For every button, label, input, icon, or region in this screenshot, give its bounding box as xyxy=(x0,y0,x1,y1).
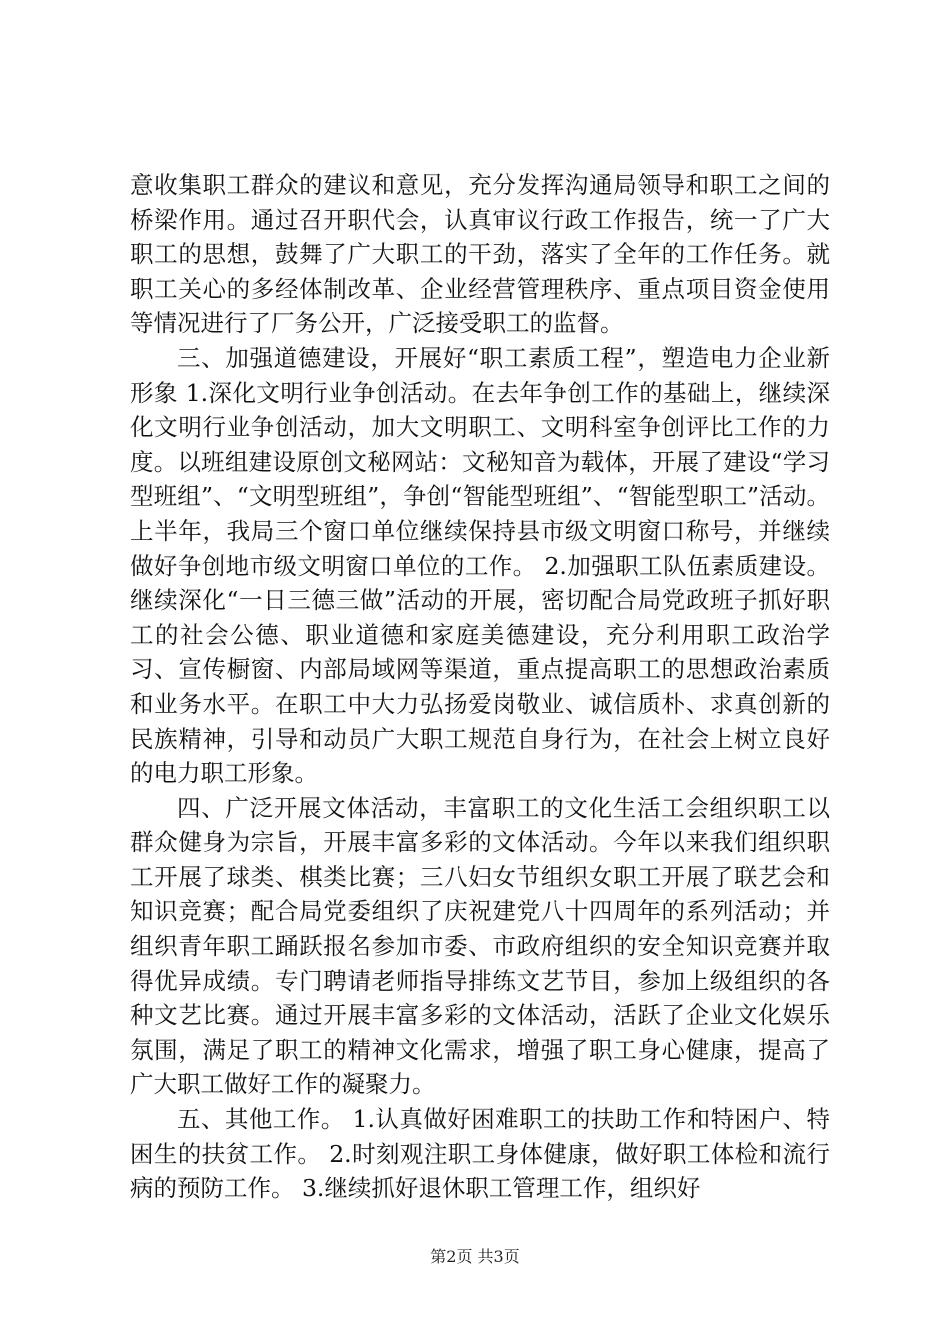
paragraph-section-five: 五、其他工作。 1.认真做好困难职工的扶助工作和特困户、特困生的扶贫工作。 2.时刻观注职工身体健康，做好职工体检和流行病的预防工作。 3.继续抓好退休职工管理工作，组织好 xyxy=(130,1105,830,1203)
paragraph-continuation: 意收集职工群众的建议和意见，充分发挥沟通局领导和职工之间的桥梁作用。通过召开职代会，认真审议行政工作报告，统一了广大职工的思想，鼓舞了广大职工的干劲，落实了全年的工作任务。就职工关心的多经体制改革、企业经营管理秩序、重点项目资金使用等情况进行了厂务公开，广泛接受职工的监督。 xyxy=(130,171,830,338)
document-body xyxy=(130,168,830,1206)
paragraph-section-three: 三、加强道德建设，开展好“职工素质工程”，塑造电力企业新形象 1.深化文明行业争创活动。在去年争创工作的基础上，继续深化文明行业争创活动，加大文明职工、文明科室争创评比工作的力度。以班组建设原创文秘网站：文秘知音为载体，开展了建设“学习型班组”、“文明型班组”，争创“智能型班组”、“智能型职工”活动。上半年，我局三个窗口单位继续保持县市级文明窗口称号，并继续做好争创地市级文明窗口单位的工作。 2.加强职工队伍素质建设。继续深化“一日三德三做”活动的开展，密切配合局党政班子抓好职工的社会公德、职业道德和家庭美德建设，充分利用职工政治学习、宣传橱窗、内部局域网等渠道，重点提高职工的思想政治素质和业务水平。在职工中大力弘扬爱岗敬业、诚信质朴、求真创新的民族精神，引导和动员广大职工规范自身行为，在社会上树立良好的电力职工形象。 xyxy=(130,343,830,788)
page-number-footer: 第2页 共3页 xyxy=(430,1247,520,1266)
paragraph-section-four: 四、广泛开展文体活动，丰富职工的文化生活工会组织职工以群众健身为宗旨，开展丰富多彩的文体活动。今年以来我们组织职工开展了球类、棋类比赛；三八妇女节组织女职工开展了联艺会和知识竞赛；配合局党委组织了庆祝建党八十四周年的系列活动；并组织青年职工踊跃报名参加市委、市政府组织的安全知识竞赛并取得优异成绩。专门聘请老师指导排练文艺节目，参加上级组织的各种文艺比赛。通过开展丰富多彩的文体活动，活跃了企业文化娱乐氛围，满足了职工的精神文化需求，增强了职工身心健康，提高了广大职工做好工作的凝聚力。 xyxy=(130,793,830,1099)
